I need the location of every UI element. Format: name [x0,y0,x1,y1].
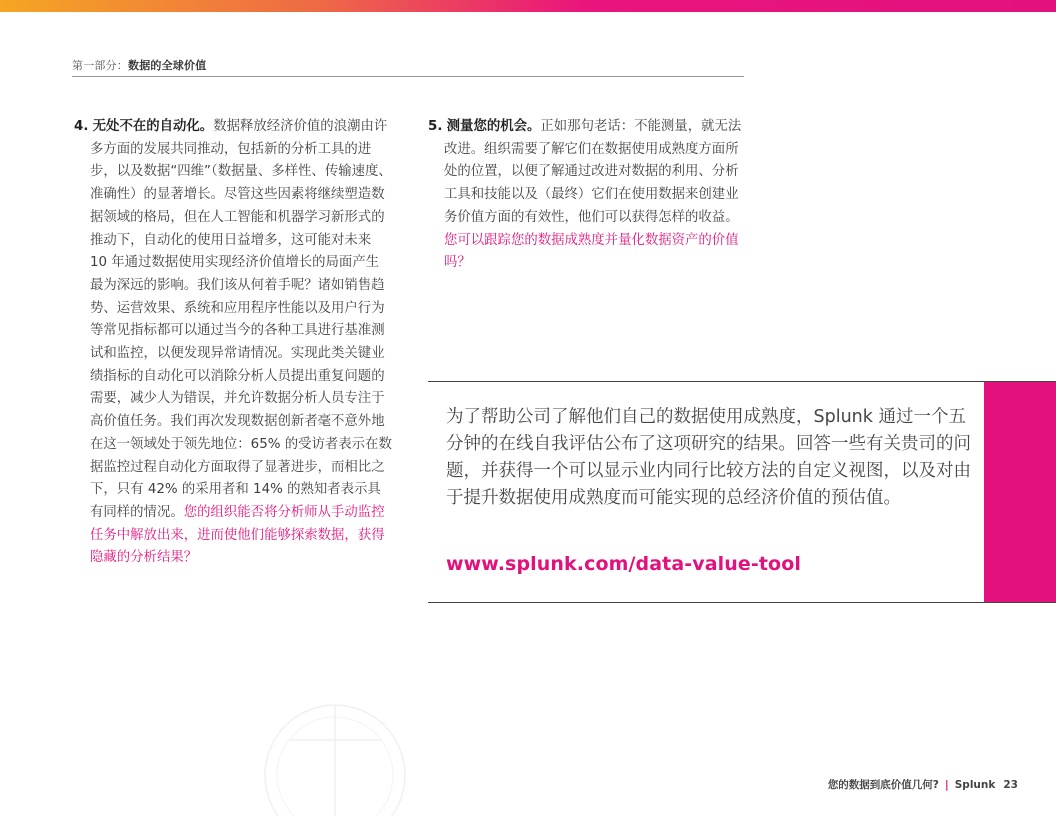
item-number: 4. [74,119,89,134]
item-4 [74,116,392,570]
item-4-column [74,116,392,570]
page-number: 23 [1003,779,1018,791]
section-title: 数据的全球价值 [128,59,207,72]
item-lead: 测量您的机会。 [446,119,541,134]
section-divider [72,76,744,77]
item-body: 数据释放经济价值的浪潮由许多方面的发展共同推动，包括新的分析工具的进步，以及数据“四维”（数据量、多样性、传输速度、准确性）的显著增长。尽管这些因素将继续塑造数据领域的格局，但在人工智能和机器学习新形式的推动下，自动化的使用日益增多，这可能对未来 10 年通过数据使用实现经济价值增长的局面产生最为深远的影响。我们该从何着手呢？诸如销售趋势、运营效果、系统和应用程序性能以及用户行为等常见指标都可以通过当今的各种工具进行基准测试和监控，以便发现异常请情况。实现此类关键业绩指标的自动化可以消除分析人员提出重复问题的需要，减少人为错误，并允许数据分析人员专注于高价值任务。我们再次发现数据创新者毫不意外地在这一领域处于领先地位：65% 的受访者表示在数据监控过程自动化方面取得了显著进步，而相比之下，只有 42% 的采用者和 14% 的熟知者表示具有同样的情况。 [90,119,392,520]
item-5 [428,116,744,275]
top-gradient-bar [0,0,1056,12]
footer-title: 您的数据到底价值几何? [827,779,939,791]
item-number: 5. [428,119,443,134]
callout-top-rule [428,381,1056,382]
watermark-graphic [250,690,420,816]
item-question: 您的组织能否将分析师从手动监控任务中解放出来，进而使他们能够探索数据，获得隐藏的分析结果？ [90,504,385,566]
callout-bottom-rule [428,602,1056,603]
page-footer [828,777,1018,792]
callout-accent-block [984,382,1056,602]
footer-brand: Splunk [954,779,996,791]
callout-text: 为了帮助公司了解他们自己的数据使用成熟度，Splunk 通过一个五分钟的在线自我评估公布了这项研究的结果。回答一些有关贵司的问题，并获得一个可以显示业内同行比较方法的自定义视图，以及对由于提升数据使用成熟度而可能实现的总经济价值的预估值。 [446,407,971,508]
footer-separator: | [944,779,949,791]
data-value-tool-link[interactable]: www.splunk.com/data-value-tool [446,553,801,575]
item-lead: 无处不在的自动化。 [92,119,214,134]
section-label [72,57,206,73]
section-prefix: 第一部分： [72,59,128,72]
item-5-column [428,116,744,275]
item-question: 您可以跟踪您的数据成熟度并量化数据资产的价值吗？ [444,232,739,271]
item-body: 正如那句老话：不能测量，就无法改进。组织需要了解它们在数据使用成熟度方面所处的位置，以便了解通过改进对数据的利用、分析工具和技能以及（最终）它们在使用数据来创建业务价值方面的有效性，他们可以获得怎样的收益。 [444,119,742,225]
